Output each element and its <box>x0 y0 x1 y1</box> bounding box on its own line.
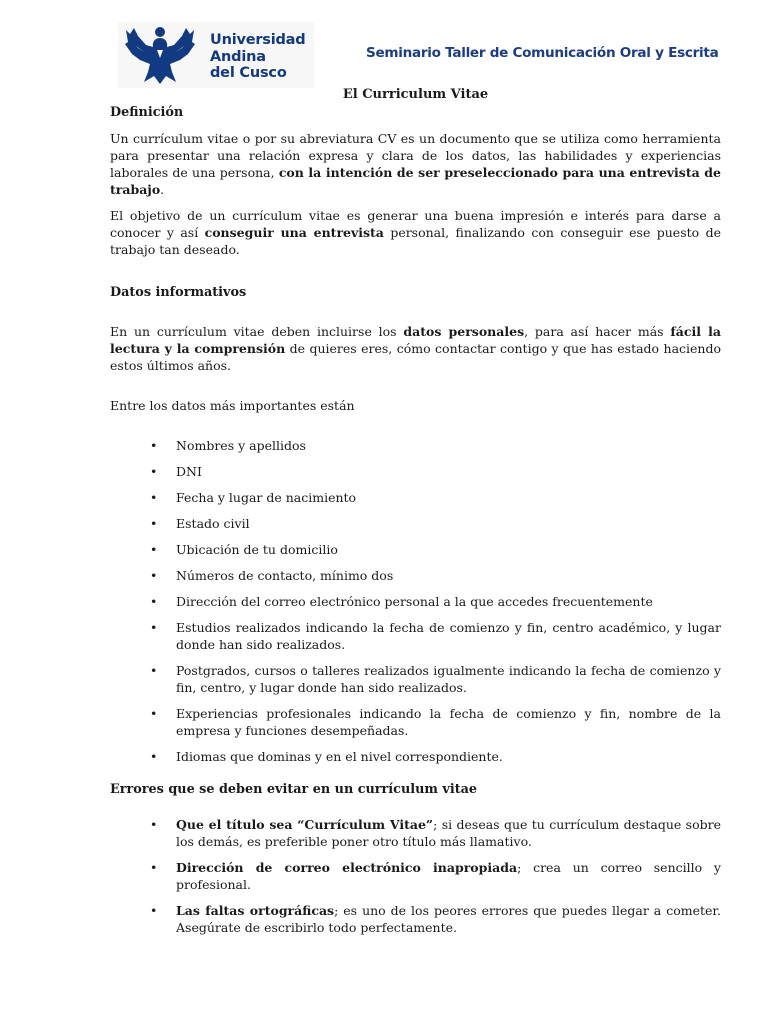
list-item-text: Experiencias profesionales indicando la fecha de comienzo y fin, nombre de la empresa y funciones desempeñadas. <box>176 706 721 738</box>
bullet: • <box>150 903 158 918</box>
list-item-text: Nombres y apellidos <box>176 438 306 453</box>
bullet: • <box>150 464 158 479</box>
list-item-text: Fecha y lugar de nacimiento <box>176 490 357 505</box>
errors-heading: Errores que se deben evitar en un currículum vitae <box>110 782 478 797</box>
list-item <box>110 662 721 696</box>
p3-b: datos personales <box>403 324 525 339</box>
list-item <box>110 541 721 558</box>
p1-bold: con la intención de ser preseleccionado para una entrevista de trabajo <box>110 165 721 197</box>
list-item-text: Estudios realizados indicando la fecha de comienzo y fin, centro académico, y lugar donde han sido realizados. <box>176 620 721 652</box>
p3-a: En un currículum vitae deben incluirse los <box>110 324 397 339</box>
important-data-list <box>110 437 721 765</box>
university-name-line-1: Universidad <box>210 32 306 48</box>
list-item <box>110 619 721 653</box>
bullet: • <box>150 438 158 453</box>
eagle-logo-icon <box>124 24 196 86</box>
definition-heading: Definición <box>110 105 184 120</box>
bullet: • <box>150 542 158 557</box>
p2-bold: conseguir una entrevista <box>204 225 384 240</box>
bullet: • <box>150 749 158 764</box>
p2-text: El objetivo de un currículum vitae es generar una buena impresión e interés para darse a conocer y así <box>110 208 721 240</box>
list-item <box>110 593 721 610</box>
bullet: • <box>150 860 158 875</box>
error-text: ; es uno de los peores errores que puedes llegar a cometer. Asegúrate de escribirlo todo perfectamente. <box>176 903 721 935</box>
list-item <box>110 902 721 936</box>
bullet: • <box>150 568 158 583</box>
university-logo <box>118 22 314 88</box>
list-item-text: Dirección del correo electrónico personal a la que accedes frecuentemente <box>176 594 653 609</box>
list-item <box>110 748 721 765</box>
datos-paragraph <box>110 323 721 374</box>
list-item <box>110 859 721 893</box>
p2-end: personal, finalizando con conseguir ese puesto de trabajo tan deseado. <box>110 225 721 257</box>
list-item <box>110 816 721 850</box>
definition-paragraph <box>110 130 721 198</box>
datos-heading: Datos informativos <box>110 285 247 300</box>
p1-end: . <box>160 182 165 197</box>
p1-text: Un currículum vitae o por su abreviatura CV es un documento que se utiliza como herramienta para presentar una relación expresa y clara de los datos, las habilidades y experiencias laborales de una persona, <box>110 131 721 180</box>
objective-paragraph <box>110 207 721 258</box>
list-item-text: DNI <box>176 464 202 479</box>
list-item-text: Números de contacto, mínimo dos <box>176 568 394 583</box>
document-title: El Curriculum Vitae <box>342 87 489 102</box>
university-name-line-2: Andina <box>210 48 266 65</box>
important-data-intro: Entre los datos más importantes están <box>110 398 355 413</box>
p3-d: fácil la lectura y la comprensión <box>110 324 722 356</box>
list-item <box>110 463 721 480</box>
list-item <box>110 567 721 584</box>
error-text: ; crea un correo sencillo y profesional. <box>176 860 721 892</box>
list-item <box>110 705 721 739</box>
bullet: • <box>150 594 158 609</box>
bullet: • <box>150 663 158 678</box>
list-item-text: Estado civil <box>176 516 250 531</box>
error-text: ; si deseas que tu currículum destaque sobre los demás, es preferible poner otro título más llamativo. <box>176 817 721 849</box>
list-item-text: Postgrados, cursos o talleres realizados igualmente indicando la fecha de comienzo y fin, centro, y lugar donde han sido realizados. <box>176 663 721 695</box>
error-bold: Las faltas ortográficas <box>176 903 335 918</box>
error-bold: Que el título sea “Currículum Vitae” <box>176 817 434 832</box>
bullet: • <box>150 817 158 832</box>
university-name-line-3: del Cusco <box>210 65 287 81</box>
list-item <box>110 515 721 532</box>
seminar-title: Seminario Taller de Comunicación Oral y Escrita <box>366 45 719 61</box>
error-bold: Dirección de correo electrónico inapropiada <box>176 860 518 875</box>
p3-e: de quieres eres, cómo contactar contigo y que has estado haciendo estos últimos años. <box>110 341 721 373</box>
p3-c: , para así hacer más <box>524 324 664 339</box>
list-item <box>110 489 721 506</box>
errors-list <box>110 816 721 936</box>
bullet: • <box>150 706 158 721</box>
list-item <box>110 437 721 454</box>
bullet: • <box>150 516 158 531</box>
bullet: • <box>150 490 158 505</box>
list-item-text: Idiomas que dominas y en el nivel correspondiente. <box>176 749 503 764</box>
document-body <box>110 86 721 945</box>
list-item-text: Ubicación de tu domicilio <box>176 542 338 557</box>
page-header <box>0 0 768 90</box>
bullet: • <box>150 620 158 635</box>
university-name <box>210 32 305 82</box>
